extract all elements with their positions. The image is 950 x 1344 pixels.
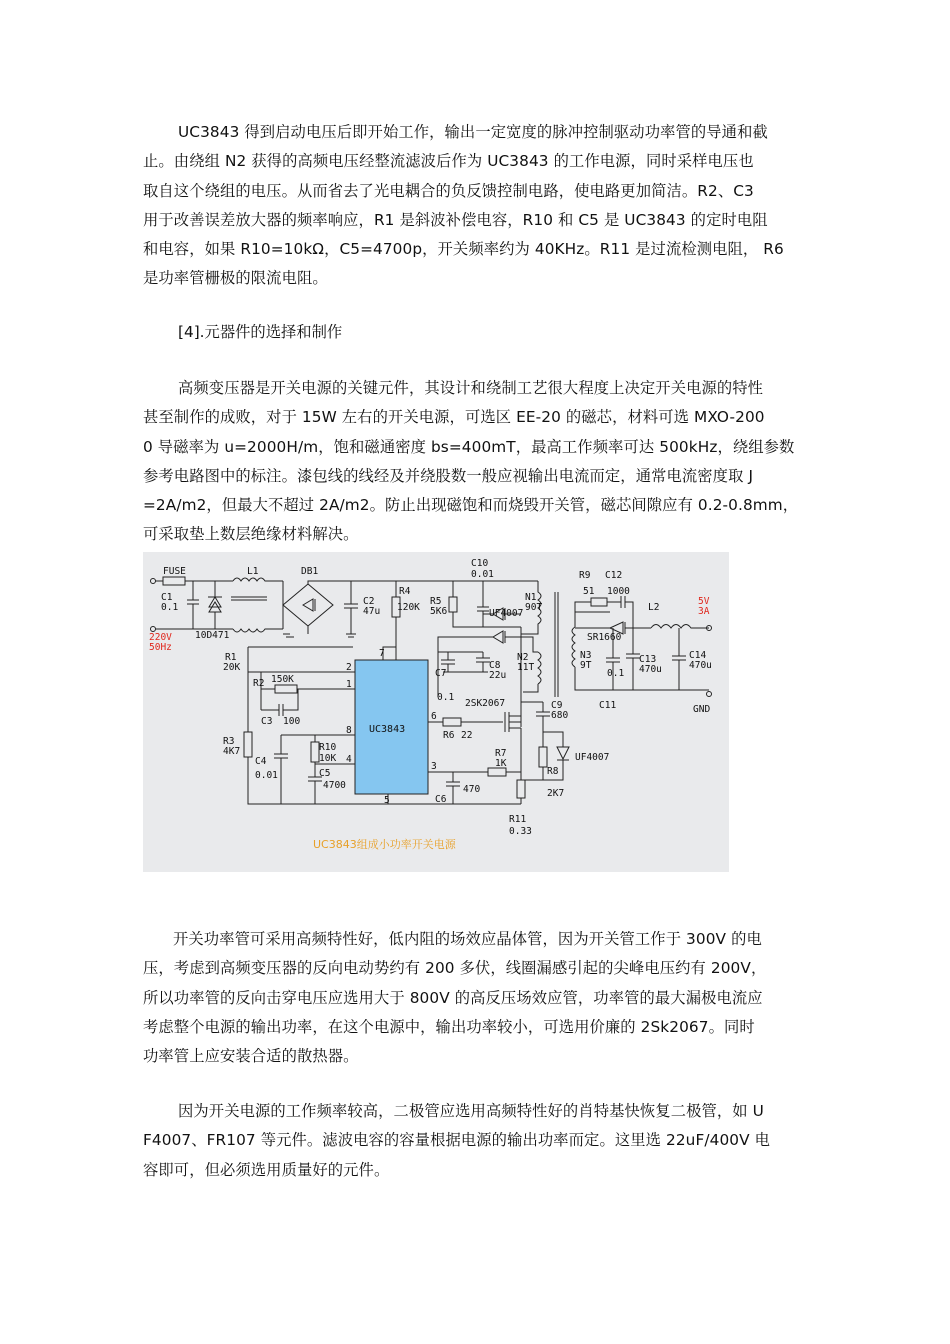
- component-label: GND: [693, 704, 711, 715]
- text-line: 考虑整个电源的输出功率，在这个电源中，输出功率较小，可选用价廉的 2Sk2067。同时: [143, 1017, 755, 1036]
- component-label: 680: [551, 710, 569, 721]
- text-line: 压，考虑到高频变压器的反向电动势约有 200 多伏，线圈漏感引起的尖峰电压约有 200V，: [143, 959, 767, 978]
- component-label: 5V: [698, 596, 710, 607]
- component-label: 4K7: [223, 746, 241, 757]
- paragraph-diodes: [143, 1097, 807, 1185]
- component-label: C3: [261, 716, 273, 727]
- component-label: 22: [461, 730, 473, 741]
- text-line: 取自这个绕组的电压。从而省去了光电耦合的负反馈控制电路，使电路更加简洁。R2、C3: [143, 181, 754, 200]
- component-label: 2SK2067: [465, 698, 506, 709]
- text-line: 止。由绕组 N2 获得的高频电压经整流滤波后作为 UC3843 的工作电源，同时采样电压也: [143, 152, 754, 171]
- component-label: UF4007: [575, 752, 610, 763]
- component-label: R2: [253, 678, 265, 689]
- component-label: 220V: [149, 632, 172, 643]
- figure-caption: UC3843组成小功率开关电源: [313, 838, 456, 851]
- component-label: 22u: [489, 670, 507, 681]
- component-label: N2: [517, 652, 529, 663]
- component-label: C5: [319, 768, 331, 779]
- component-label: 470u: [639, 664, 662, 675]
- text-line: 可采取垫上数层绝缘材料解决。: [143, 525, 359, 544]
- text-line: 和电容，如果 R10=10kΩ，C5=4700p，开关频率约为 40KHz。R11 是过流检测电阻， R6: [143, 240, 784, 259]
- component-label: C13: [639, 654, 657, 665]
- component-label: 0.1: [437, 692, 455, 703]
- component-label: SR1660: [587, 632, 622, 643]
- component-label: 4: [346, 754, 352, 765]
- component-label: 150K: [271, 674, 294, 685]
- component-label: R1: [225, 652, 237, 663]
- component-label: R7: [495, 748, 507, 759]
- component-label: 90T: [525, 602, 543, 613]
- component-label: 51: [583, 586, 595, 597]
- component-label: N3: [580, 650, 592, 661]
- component-label: 6: [431, 711, 437, 722]
- component-label: 20K: [223, 662, 241, 673]
- circuit-schematic-figure: [143, 552, 729, 872]
- component-label: 100: [283, 716, 301, 727]
- component-label: N1: [525, 592, 537, 603]
- component-label: 1K: [495, 758, 507, 769]
- text-line: 高频变压器是开关电源的关键元件，其设计和绕制工艺很大程度上决定开关电源的特性: [178, 379, 764, 397]
- component-label: C9: [551, 700, 563, 711]
- component-label: 1000: [607, 586, 630, 597]
- text-line: F4007、FR107 等元件。滤波电容的容量根据电源的输出功率而定。这里选 22uF/400V 电: [143, 1131, 771, 1150]
- paragraph-transformer: [143, 374, 807, 550]
- text-line: 因为开关电源的工作频率较高，二极管应选用高频特性好的肖特基快恢复二极管，如 U: [178, 1102, 764, 1120]
- section-heading: [4].元器件的选择和制作: [178, 323, 343, 341]
- paragraph-uc3843-operation: [143, 118, 807, 294]
- component-label: R10: [319, 742, 337, 753]
- paragraph-power-mosfet: [143, 925, 807, 1071]
- component-label: 470: [463, 784, 481, 795]
- component-label: 11T: [517, 662, 535, 673]
- component-label: C7: [435, 668, 447, 679]
- component-label: 8: [346, 725, 352, 736]
- component-label: L2: [648, 602, 660, 613]
- text-line: 容即可，但必须选用质量好的元件。: [143, 1160, 390, 1179]
- component-label: R3: [223, 736, 235, 747]
- component-label: 5: [384, 795, 390, 806]
- text-line: 甚至制作的成败，对于 15W 左右的开关电源，可选区 EE-20 的磁芯，材料可选 MXO-200: [143, 408, 765, 427]
- component-label: 2: [346, 662, 352, 673]
- component-label: C14: [689, 650, 707, 661]
- component-label: 9T: [580, 660, 592, 671]
- component-label: 10D471: [195, 630, 230, 641]
- component-label: 10K: [319, 753, 337, 764]
- component-label: FUSE: [163, 566, 186, 577]
- text-line: 是功率管栅极的限流电阻。: [143, 269, 328, 288]
- component-label: R5: [430, 596, 442, 607]
- component-label: UF4007: [489, 608, 524, 619]
- component-label: C6: [435, 794, 447, 805]
- component-label: 7: [379, 648, 385, 659]
- component-label: 4700: [323, 780, 346, 791]
- chip-label: UC3843: [369, 724, 406, 735]
- text-line: 用于改善误差放大器的频率响应，R1 是斜波补偿电容，R10 和 C5 是 UC3843 的定时电阻: [143, 210, 768, 229]
- text-line: 功率管上应安装合适的散热器。: [143, 1047, 359, 1066]
- component-label: DB1: [301, 566, 319, 577]
- component-label: 2K7: [547, 788, 565, 799]
- component-label: C1: [161, 592, 173, 603]
- component-label: 5K6: [430, 606, 448, 617]
- component-label: L1: [247, 566, 259, 577]
- component-label: 120K: [397, 602, 420, 613]
- component-label: 3A: [698, 606, 710, 617]
- text-line: =2A/m2，但最大不超过 2A/m2。防止出现磁饱和而烧毁开关管，磁芯间隙应有 0.2-0.8mm，: [143, 496, 799, 515]
- component-label: 0.1: [161, 602, 179, 613]
- component-label: R11: [509, 814, 527, 825]
- component-label: 0.1: [607, 668, 625, 679]
- component-label: 3: [431, 761, 437, 772]
- text-line: 所以功率管的反向击穿电压应选用大于 800V 的高反压场效应管，功率管的最大漏极电流应: [143, 988, 763, 1007]
- component-label: 47u: [363, 606, 381, 617]
- component-label: 0.01: [471, 569, 494, 580]
- component-label: 0.01: [255, 770, 278, 781]
- component-label: 0.33: [509, 826, 532, 837]
- component-label: R9: [579, 570, 591, 581]
- text-line: 0 导磁率为 u=2000H/m，饱和磁通密度 bs=400mT，最高工作频率可达 500kHz，绕组参数: [143, 437, 795, 456]
- text-line: 参考电路图中的标注。漆包线的线经及并绕股数一般应视输出电流而定，通常电流密度取 J: [143, 466, 754, 485]
- component-label: C2: [363, 596, 375, 607]
- component-label: C10: [471, 558, 489, 569]
- component-label: R6: [443, 730, 455, 741]
- circuit-schematic: [143, 552, 729, 872]
- component-label: R8: [547, 766, 559, 777]
- component-label: C4: [255, 756, 267, 767]
- component-label: R4: [399, 586, 411, 597]
- component-label: C8: [489, 660, 501, 671]
- text-line: 开关功率管可采用高频特性好，低内阻的场效应晶体管，因为开关管工作于 300V 的电: [173, 930, 762, 948]
- text-line: UC3843 得到启动电压后即开始工作，输出一定宽度的脉冲控制驱动功率管的导通和截: [178, 123, 768, 141]
- component-label: C12: [605, 570, 623, 581]
- component-label: 1: [346, 679, 352, 690]
- component-label: 50Hz: [149, 642, 172, 653]
- component-label: C11: [599, 700, 617, 711]
- component-label: 470u: [689, 660, 712, 671]
